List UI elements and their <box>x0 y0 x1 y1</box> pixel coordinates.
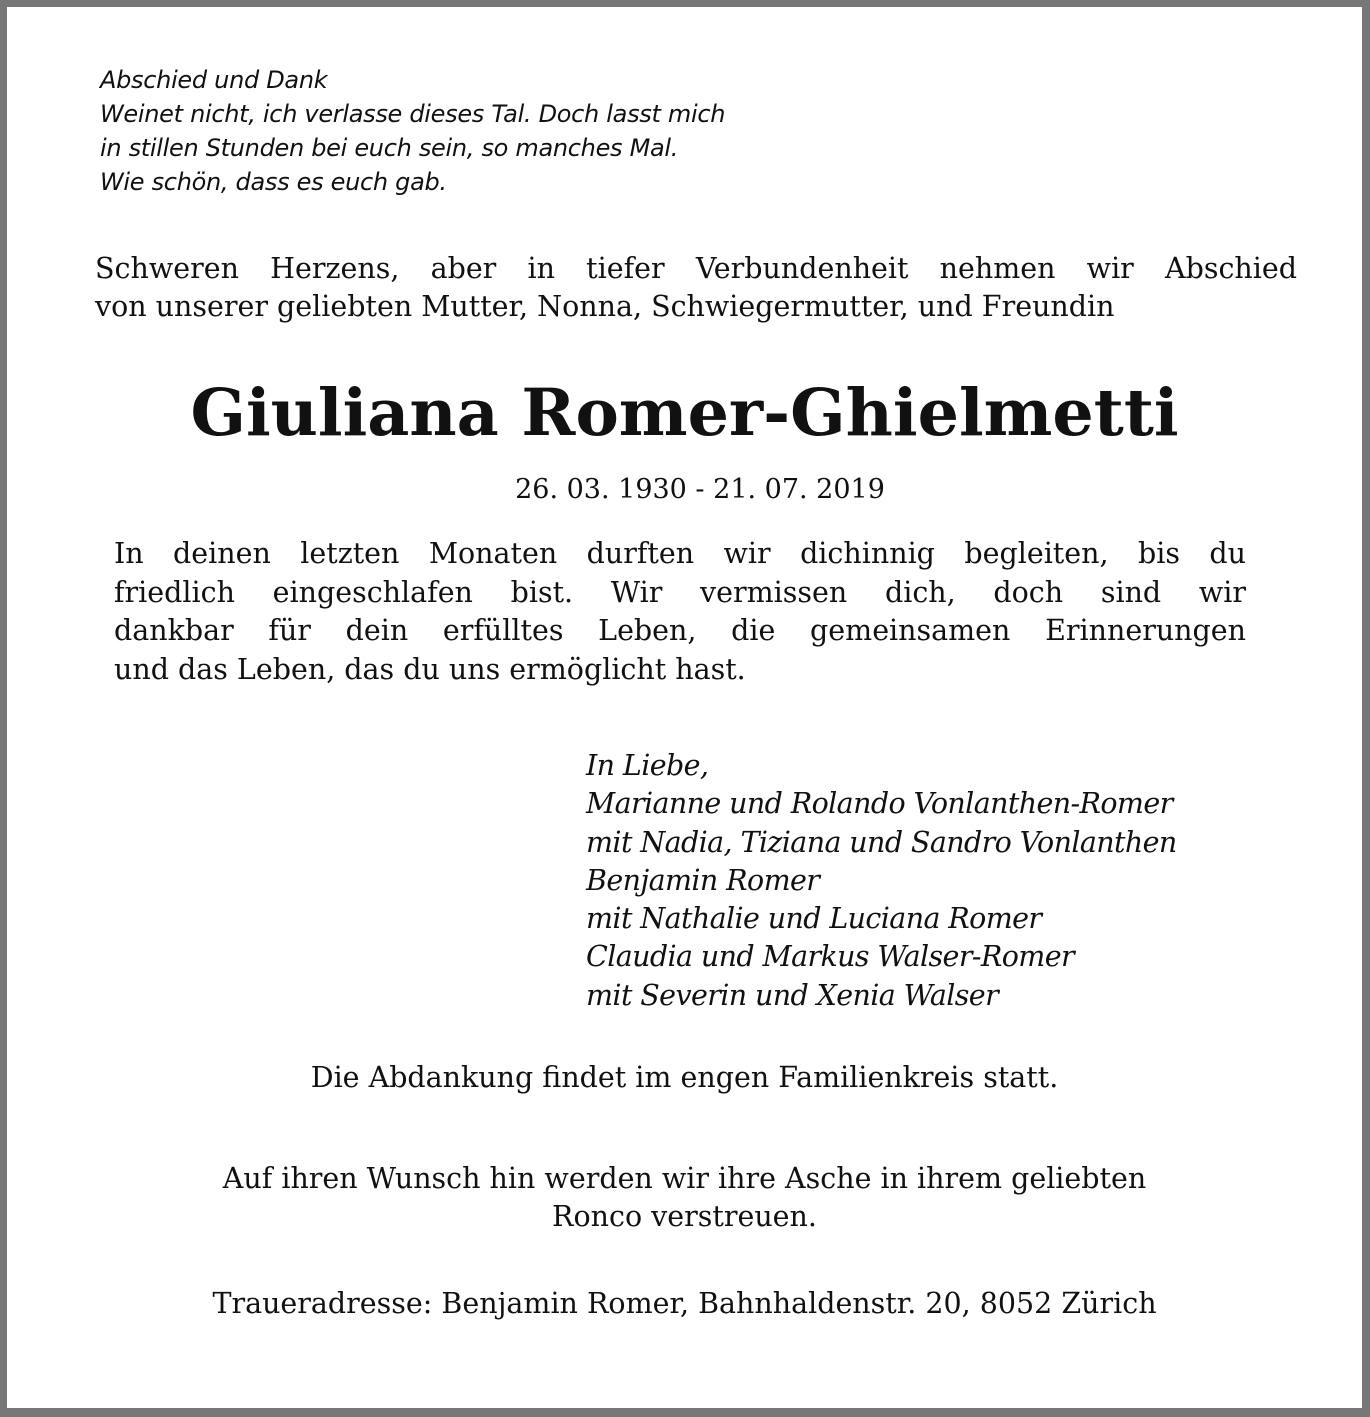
signature-line: mit Nadia, Tiziana und Sandro Vonlanthen <box>586 825 1177 859</box>
motto-poem <box>100 63 725 199</box>
signature-line: mit Nathalie und Luciana Romer <box>586 902 1042 936</box>
paragraph-line: dankbar für dein erfülltes Leben, die gemeinsamen Erinnerungen <box>114 614 1246 647</box>
motto-line: in stillen Stunden bei euch sein, so manches Mal. <box>100 134 679 162</box>
memorial-paragraph <box>114 535 1246 689</box>
paragraph-line: friedlich eingeschlafen bist. Wir vermissen dich, doch sind wir <box>114 575 1246 609</box>
deceased-name: Giuliana Romer-Ghielmetti <box>190 375 1179 451</box>
signature-line: Benjamin Romer <box>586 863 820 897</box>
intro-line: Schweren Herzens, aber in tiefer Verbundenheit nehmen wir Abschied <box>95 252 1297 285</box>
mourning-address: Traueradresse: Benjamin Romer, Bahnhaldenstr. 20, 8052 Zürich <box>212 1287 1157 1320</box>
paragraph-line: und das Leben, das du uns ermöglicht hast. <box>114 652 746 686</box>
signature-line: mit Severin und Xenia Walser <box>586 978 999 1012</box>
signature-line: Claudia und Markus Walser-Romer <box>586 940 1074 974</box>
obituary-page <box>7 7 1362 1408</box>
intro-text <box>95 250 1297 326</box>
wish-line: Auf ihren Wunsch hin werden wir ihre Asche in ihrem geliebten <box>222 1162 1147 1195</box>
ceremony-note: Die Abdankung findet im engen Familienkreis statt. <box>310 1061 1059 1094</box>
intro-line: von unserer geliebten Mutter, Nonna, Schwiegermutter, und Freundin <box>95 290 1115 323</box>
signature-block <box>586 747 1177 1015</box>
life-dates: 26. 03. 1930 - 21. 07. 2019 <box>515 474 885 505</box>
paragraph-line: In deinen letzten Monaten durften wir dichinnig begleiten, bis du <box>114 537 1246 570</box>
motto-line: Weinet nicht, ich verlasse dieses Tal. Doch lasst mich <box>100 100 726 128</box>
motto-line: Abschied und Dank <box>100 66 328 94</box>
wish-note <box>7 1160 1362 1236</box>
motto-line: Wie schön, dass es euch gab. <box>100 168 447 196</box>
signature-line: Marianne und Rolando Vonlanthen-Romer <box>586 787 1173 821</box>
signature-line: In Liebe, <box>586 749 709 782</box>
wish-line: Ronco verstreuen. <box>552 1200 817 1233</box>
